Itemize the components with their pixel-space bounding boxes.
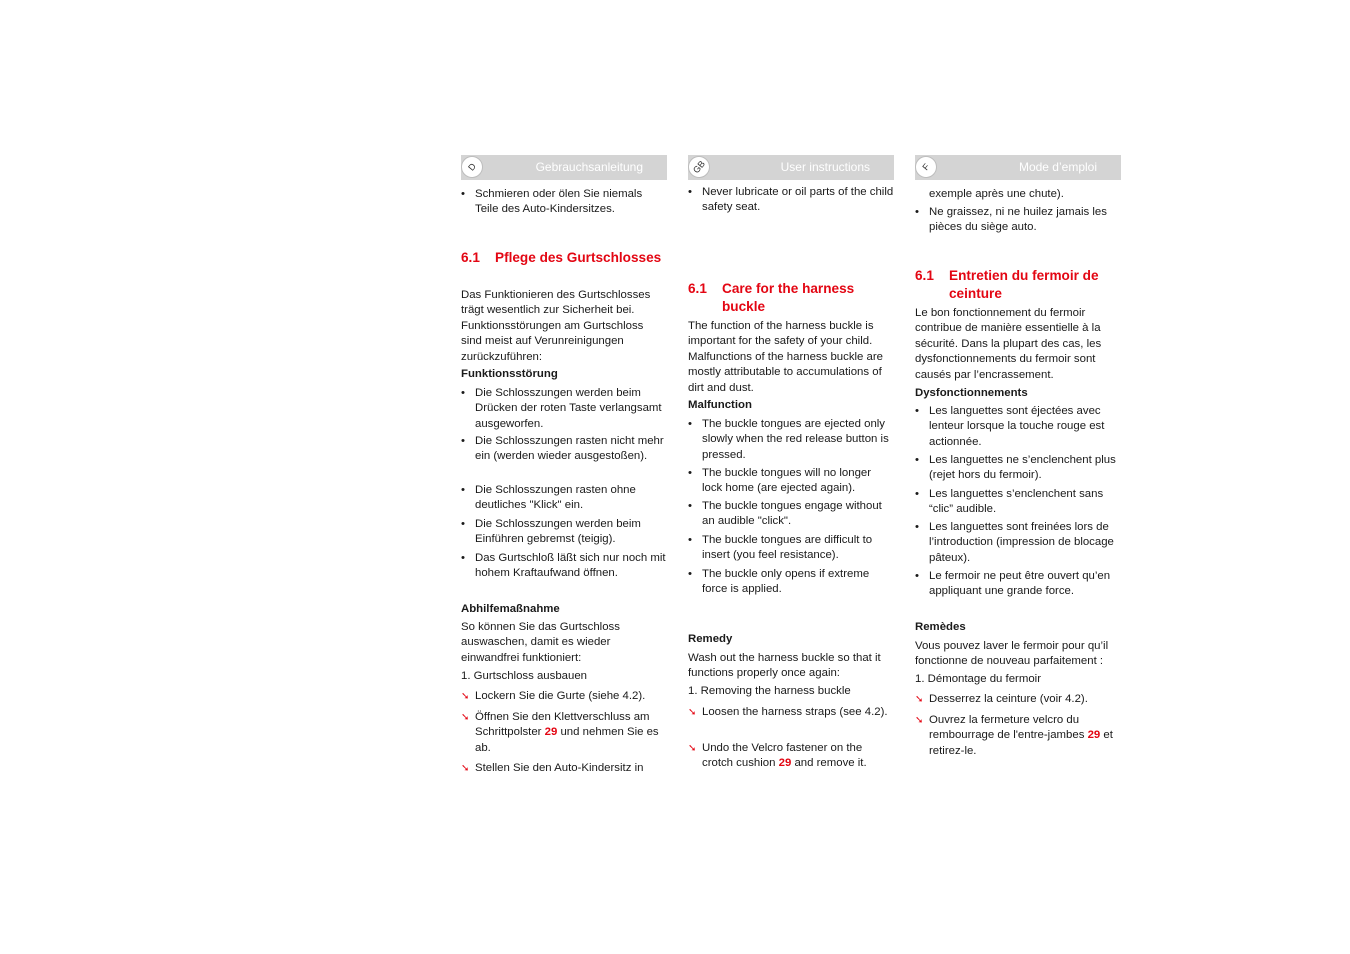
header-title: Gebrauchsanleitung [535,160,643,174]
list-item: • Das Gurtschloß läßt sich nur noch mit hohem Kraftaufwand öffnen. [461,552,666,580]
list-item: • The buckle tongues are difficult to insert (you feel resistance). [688,534,873,562]
column-header [688,155,894,180]
section-intro: The function of the harness buckle is important for the safety of your child. Malfunctions of the harness buckle are mostly attributable to accumulations of dirt and dust. [688,320,884,394]
malfunction-heading: Dysfonctionnements [915,387,1028,399]
list-item: • Die Schlosszungen rasten ohne deutliches "Klick" ein. [461,484,636,512]
section-heading: 6.1 Care for the harness buckle [688,281,855,314]
list-item: • Ne graissez, ni ne huilez jamais les pièces du siège auto. [915,206,1107,234]
list-item: • The buckle tongues will no longer lock home (are ejected again). [688,467,872,495]
column-english [688,155,894,770]
arrow-icon: ➘ [688,707,697,718]
list-item: • The buckle tongues are ejected only slowly when the red release button is pressed. [688,418,889,461]
remedy-text: Vous pouvez laver le fermoir pour qu’il fonctionne de nouveau parfaitement : [915,640,1109,668]
language-tag: F [911,152,942,183]
list-item: • Never lubricate or oil parts of the child safety seat. [688,186,894,214]
instruction-step: ➘ Stellen Sie den Auto-Kindersitz in [461,761,667,776]
column-french [915,155,1121,757]
remedy-heading: Remedy [688,633,733,645]
section-heading: 6.1 Entretien du fermoir de ceinture [915,268,1099,301]
instruction-step: ➘ Lockern Sie die Gurte (siehe 4.2). [461,689,667,704]
arrow-icon: ➘ [461,691,470,702]
step-title: 1. Removing the harness buckle [688,685,851,697]
list-item: • Les languettes sont freinées lors de l’introduction (impression de blocage pâteux). [915,521,1114,564]
list-item: • Les languettes s’enclenchent sans “clic” audible. [915,488,1104,516]
list-item: • Die Schlosszungen rasten nicht mehr ein (werden wieder ausgestoßen). [461,435,664,463]
column-header [461,155,667,180]
remedy-heading: Abhilfemaßnahme [461,603,560,615]
remedy-text: So können Sie das Gurtschloss auswaschen, damit es wieder einwandfrei funktioniert: [461,621,620,664]
arrow-icon: ➘ [461,712,470,723]
remedy-text: Wash out the harness buckle so that it functions properly once again: [688,652,881,680]
list-item: • The buckle tongues engage without an audible "click". [688,500,882,528]
malfunction-heading: Malfunction [688,399,752,411]
instruction-step: ➘ Loosen the harness straps (see 4.2). [688,705,894,720]
list-item: • Le fermoir ne peut être ouvert qu’en appliquant une grande force. [915,570,1111,598]
part-number: 29 [544,726,558,739]
instruction-step: ➘ Undo the Velcro fastener on the crotch cushion 29 and remove it. [688,742,867,770]
instruction-step: ➘ Desserrez la ceinture (voir 4.2). [915,692,1121,707]
step-title: 1. Gurtschloss ausbauen [461,670,588,682]
section-intro: Le bon fonctionnement du fermoir contribue de manière essentielle à la sécurité. Dans la plupart des cas, les dysfonctionnements du fermoir sont causés par l’encrassement. [915,307,1102,381]
column-header [915,155,1121,180]
arrow-icon: ➘ [688,743,697,754]
header-title: Mode d’emploi [1018,160,1097,174]
list-item: • Les languettes sont éjectées avec lenteur lorsque la touche rouge est actionnée. [915,405,1105,448]
part-number: 29 [1087,729,1101,742]
list-item: • Schmieren oder ölen Sie niemals Teile des Auto-Kindersitzes. [461,188,643,216]
list-item: • Die Schlosszungen werden beim Drücken der roten Taste verlangsamt ausgeworfen. [461,387,662,430]
column-german [461,155,667,774]
arrow-icon: ➘ [915,694,924,705]
instruction-step: ➘ Ouvrez la fermeture velcro du rembourrage de l'entre-jambes 29 et retirez-le. [915,714,1113,757]
list-item: • Die Schlosszungen werden beim Einführen gebremst (teigig). [461,518,641,546]
language-tag: D [457,152,488,183]
section-intro: Das Funktionieren des Gurtschlosses trägt wesentlich zur Sicherheit bei. Funktionsstörungen am Gurtschloss sind meist auf Verunreinigungen zurückzuführen: [461,289,651,363]
list-item: • Les languettes ne s’enclenchent plus (rejet hors du fermoir). [915,454,1116,482]
arrow-icon: ➘ [915,715,924,726]
instruction-step: ➘ Öffnen Sie den Klettverschluss am Schrittpolster 29 und nehmen Sie es ab. [461,711,659,754]
language-tag: GB [684,152,715,183]
section-heading: 6.1 Pflege des Gurtschlosses [461,250,662,265]
step-title: 1. Démontage du fermoir [915,673,1041,685]
malfunction-heading: Funktionsstörung [461,368,558,380]
continued-text: exemple après une chute). [929,188,1064,200]
list-item: • The buckle only opens if extreme force is applied. [688,568,870,596]
header-title: User instructions [780,160,870,174]
part-number: 29 [778,757,792,770]
arrow-icon: ➘ [461,763,470,774]
remedy-heading: Remèdes [915,621,966,633]
